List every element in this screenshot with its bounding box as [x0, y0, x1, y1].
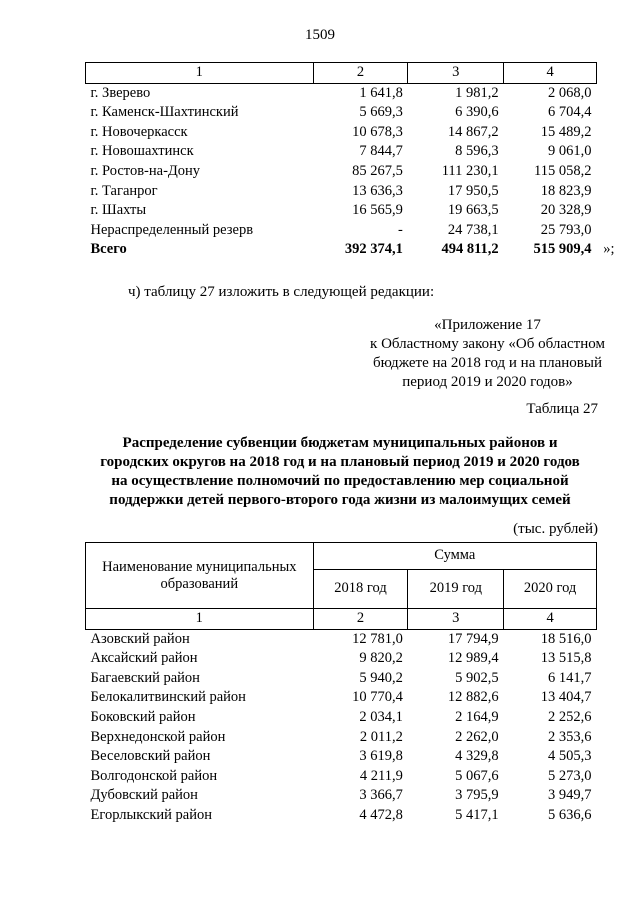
row-value-2019: 14 867,2	[447, 123, 499, 140]
col-sum-header: Сумма	[313, 543, 596, 570]
row-name: Боковский район	[90, 708, 196, 725]
total-label: Всего	[90, 241, 127, 258]
row-name: г. Каменск-Шахтинский	[90, 104, 239, 121]
row-name: Аксайский район	[90, 650, 198, 667]
table-districts-cities	[85, 62, 615, 260]
row-value-2020: 13 404,7	[540, 689, 592, 706]
table-row	[86, 142, 597, 162]
table-row	[86, 83, 597, 103]
row-value-2019: 2 164,9	[455, 708, 499, 725]
appendix-reference	[360, 316, 615, 392]
table-number: Таблица 27	[526, 401, 598, 417]
row-value-2019: 24 738,1	[447, 221, 499, 238]
title-line: поддержки детей первого-второго года жизни из малоимущих семей	[109, 492, 571, 508]
col-number-3: 3	[408, 63, 504, 84]
table-row	[86, 669, 597, 689]
row-value-2019: 4 329,8	[455, 748, 499, 765]
row-value-2020: 2 353,6	[548, 728, 592, 745]
title-line: Распределение субвенции бюджетам муниципальных районов и	[122, 435, 558, 451]
table-title	[80, 434, 600, 510]
row-name: г. Новочеркасск	[90, 123, 188, 140]
total-2020-value: 515 909,4	[533, 241, 592, 258]
amendment-paragraph: ч) таблицу 27 изложить в следующей редакции:	[128, 284, 435, 300]
row-value-2018: 3 366,7	[359, 787, 403, 804]
row-name: Верхнедонской район	[90, 728, 226, 745]
table-row	[86, 123, 597, 143]
row-value-2018: 2 011,2	[359, 728, 403, 745]
row-value-2018: 10 678,3	[352, 123, 403, 140]
row-value-2019: 19 663,5	[447, 202, 499, 219]
row-value-2018: 2 034,1	[359, 708, 403, 725]
row-value-2019: 17 950,5	[447, 182, 499, 199]
table-total-row	[86, 240, 597, 260]
row-name: г. Таганрог	[90, 182, 158, 199]
row-value-2020: 5 273,0	[548, 767, 592, 784]
row-value-2018: 1 641,8	[359, 84, 403, 101]
table-header-row	[86, 63, 597, 84]
row-value-2020: 5 636,6	[548, 806, 592, 823]
table-row	[86, 728, 597, 748]
row-value-2020: 3 949,7	[548, 787, 592, 804]
table-header-row	[86, 543, 597, 570]
row-value-2019: 1 981,2	[455, 84, 499, 101]
row-value-2019: 5 417,1	[455, 806, 499, 823]
total-2020	[504, 240, 615, 260]
col-number-2: 2	[313, 609, 408, 630]
row-value-2018: 10 770,4	[352, 689, 403, 706]
row-value-2019: 111 230,1	[441, 162, 499, 179]
appendix-line: к Областному закону «Об областном	[370, 336, 605, 352]
table-row	[86, 201, 597, 221]
row-value-2019: 17 794,9	[447, 630, 499, 647]
appendix-line: период 2019 и 2020 годов»	[402, 374, 573, 390]
table-row	[86, 767, 597, 787]
table-row	[86, 103, 597, 123]
table-row	[86, 162, 597, 182]
col-number-4: 4	[504, 63, 597, 84]
table-row	[86, 806, 597, 826]
row-value-2018: 12 781,0	[352, 630, 403, 647]
row-value-2020: 115 058,2	[534, 162, 592, 179]
col-year-2020: 2020 год	[504, 570, 597, 609]
row-name: г. Зверево	[90, 84, 151, 101]
row-value-2018: 7 844,7	[359, 143, 403, 160]
table-row	[86, 688, 597, 708]
row-value-2020: 20 328,9	[540, 202, 592, 219]
row-value-2019: 5 067,6	[455, 767, 499, 784]
appendix-line: бюджете на 2018 год и на плановый	[372, 355, 602, 371]
row-name: Веселовский район	[90, 748, 211, 765]
row-value-2020: 9 061,0	[548, 143, 592, 160]
title-line: на осуществление полномочий по предоставлению мер социальной	[111, 473, 569, 489]
row-value-2020: 2 252,6	[548, 708, 592, 725]
row-name: Багаевский район	[90, 669, 200, 686]
row-value-2019: 2 262,0	[455, 728, 499, 745]
row-value-2020: 4 505,3	[548, 748, 592, 765]
row-name: Дубовский район	[90, 787, 198, 804]
row-value-2020: 6 141,7	[548, 669, 592, 686]
total-suffix: »;	[603, 241, 615, 258]
row-value-2018: 16 565,9	[352, 202, 403, 219]
row-name: г. Новошахтинск	[90, 143, 194, 160]
row-value-2019: 12 882,6	[447, 689, 499, 706]
row-name: Нераспределенный резерв	[90, 221, 254, 238]
row-value-2020: 13 515,8	[540, 650, 592, 667]
col-number-3: 3	[408, 609, 504, 630]
col-number-4: 4	[504, 609, 597, 630]
table-row	[86, 649, 597, 669]
row-value-2018: 4 472,8	[359, 806, 403, 823]
table-row	[86, 786, 597, 806]
table-row	[86, 747, 597, 767]
row-value-2020: 18 823,9	[540, 182, 592, 199]
row-value-2019: 8 596,3	[455, 143, 499, 160]
col-number-1: 1	[86, 609, 314, 630]
row-value-2020: 18 516,0	[540, 630, 592, 647]
row-value-2020: 6 704,4	[548, 104, 592, 121]
row-value-2020: 25 793,0	[540, 221, 592, 238]
col-municipality-header: Наименование муниципальных образований	[86, 543, 314, 609]
row-value-2018: 13 636,3	[352, 182, 403, 199]
row-value-2018: 5 940,2	[359, 669, 403, 686]
row-name: Волгодонской район	[90, 767, 218, 784]
row-name: г. Шахты	[90, 202, 147, 219]
row-value-2018: 85 267,5	[352, 162, 403, 179]
total-2018: 392 374,1	[344, 241, 403, 258]
row-value-2018: 4 211,9	[359, 767, 403, 784]
page-number: 1509	[305, 27, 335, 43]
row-value-2020: 15 489,2	[540, 123, 592, 140]
table-row	[86, 221, 597, 241]
units-label: (тыс. рублей)	[513, 521, 598, 537]
row-name: Азовский район	[90, 630, 190, 647]
col-number-1: 1	[86, 63, 314, 84]
row-value-2019: 5 902,5	[455, 669, 499, 686]
col-year-2019: 2019 год	[408, 570, 504, 609]
row-value-2018: 3 619,8	[359, 748, 403, 765]
row-name: Егорлыкский район	[90, 806, 212, 823]
col-year-2018: 2018 год	[313, 570, 408, 609]
appendix-line: «Приложение 17	[434, 317, 541, 333]
row-value-2020: 2 068,0	[548, 84, 592, 101]
row-name: г. Ростов-на-Дону	[90, 162, 201, 179]
row-name: Белокалитвинский район	[90, 689, 246, 706]
table-subventions	[85, 542, 597, 826]
row-value-2018: 9 820,2	[359, 650, 403, 667]
total-2019: 494 811,2	[441, 241, 499, 258]
row-value-2018: 5 669,3	[359, 104, 403, 121]
table-row	[86, 629, 597, 649]
table-numbers-row	[86, 609, 597, 630]
table-row	[86, 708, 597, 728]
row-value-2019: 3 795,9	[455, 787, 499, 804]
row-value-2018: -	[398, 221, 403, 238]
title-line: городских округов на 2018 год и на плановый период 2019 и 2020 годов	[100, 454, 580, 470]
table-row	[86, 182, 597, 202]
col-number-2: 2	[313, 63, 408, 84]
row-value-2019: 6 390,6	[455, 104, 499, 121]
row-value-2019: 12 989,4	[447, 650, 499, 667]
